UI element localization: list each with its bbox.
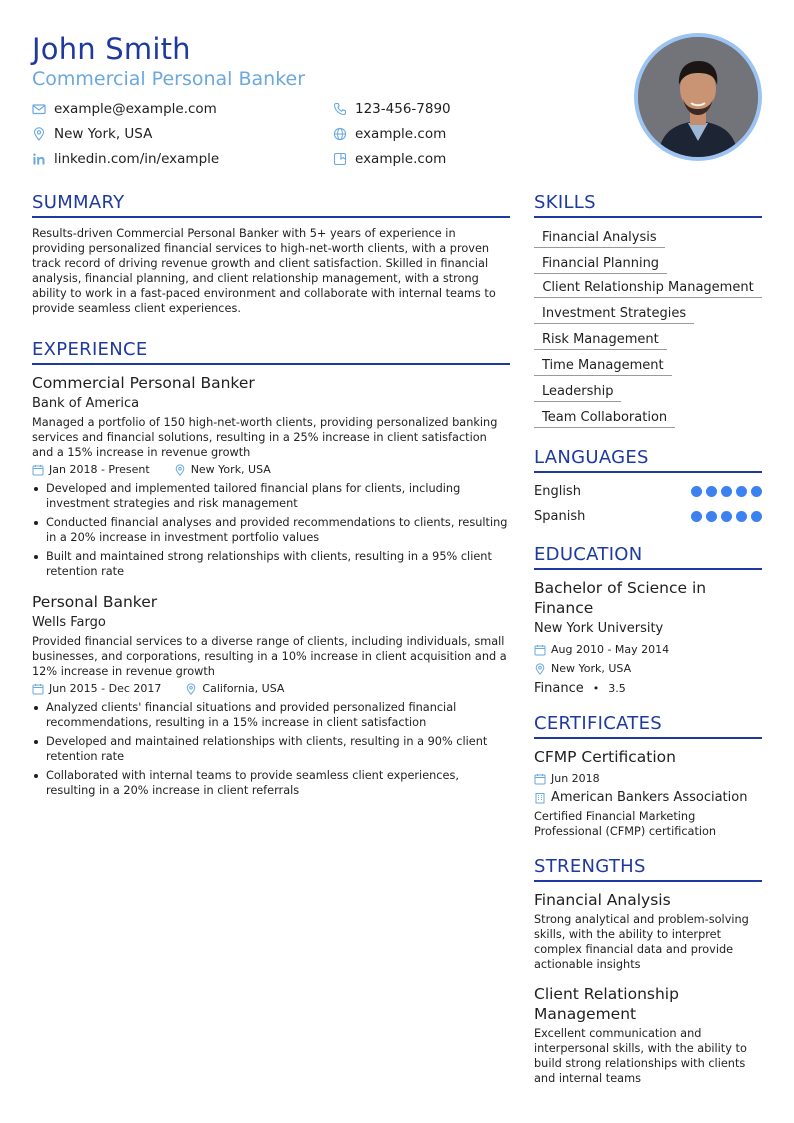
resume-header bbox=[32, 30, 632, 91]
certificates-heading: CERTIFICATES bbox=[534, 712, 762, 739]
languages-heading: LANGUAGES bbox=[534, 446, 762, 473]
job-company: Bank of America bbox=[32, 396, 140, 411]
degree-title: Bachelor of Science in Finance bbox=[534, 579, 707, 617]
skill-tag: Investment Strategies bbox=[534, 304, 694, 324]
skills-list bbox=[534, 226, 762, 432]
job-title: Personal Banker bbox=[32, 593, 158, 611]
bullet-item: Built and maintained strong relationships with clients, resulting in a 95% client retention rate bbox=[32, 549, 510, 579]
skill-tag: Team Collaboration bbox=[534, 408, 675, 428]
education-gpa-row bbox=[534, 681, 762, 696]
strength-entry bbox=[534, 984, 762, 1086]
contact-portfolio[interactable]: example.com bbox=[333, 149, 446, 169]
job-dates: Jan 2018 - Present bbox=[49, 463, 150, 476]
portfolio-icon bbox=[333, 152, 347, 166]
summary-heading: SUMMARY bbox=[32, 191, 510, 218]
certificate-date: Jun 2018 bbox=[534, 772, 762, 786]
profile-photo-frame bbox=[634, 33, 762, 161]
level-dot bbox=[736, 511, 747, 522]
skill-tag: Client Relationship Management bbox=[534, 278, 762, 298]
bullet-item: Conducted financial analyses and provided recommendations to clients, resulting in a 20% increase in investment portfolio values bbox=[32, 515, 510, 545]
globe-icon bbox=[333, 127, 347, 141]
certificate-entry bbox=[534, 747, 762, 839]
building-icon bbox=[534, 792, 546, 804]
strength-title: Client Relationship Management bbox=[534, 985, 679, 1023]
profile-photo bbox=[638, 37, 758, 157]
job-meta bbox=[32, 463, 510, 477]
education-entry bbox=[534, 578, 762, 696]
certificate-issuer: American Bankers Association bbox=[534, 791, 762, 805]
bullet-item: Developed and maintained relationships with clients, resulting in a 90% client retention rate bbox=[32, 734, 510, 764]
bullet-item: Developed and implemented tailored financial plans for clients, including investment strategies and risk management bbox=[32, 481, 510, 511]
job-description: Provided financial services to a diverse range of clients, including individuals, small businesses, and corporations, resulting in a 10% increase in client acquisition and a 12% increase in revenue growth bbox=[32, 635, 507, 678]
level-dot bbox=[706, 511, 717, 522]
job-entry bbox=[32, 373, 510, 579]
calendar-icon bbox=[32, 464, 44, 476]
bullet-item: Collaborated with internal teams to provide seamless client experiences, resulting in a 20% increase in client referrals bbox=[32, 768, 510, 798]
language-name: Spanish bbox=[534, 509, 586, 524]
separator-dot: • bbox=[592, 682, 600, 695]
calendar-icon bbox=[534, 773, 546, 785]
job-title: Commercial Personal Banker bbox=[32, 374, 255, 392]
education-location: New York, USA bbox=[534, 662, 762, 676]
level-dot bbox=[691, 511, 702, 522]
strength-text: Excellent communication and interpersonal skills, with the ability to build strong relationships with clients and internal teams bbox=[534, 1027, 747, 1085]
level-dot bbox=[736, 486, 747, 497]
location-pin-icon bbox=[174, 464, 186, 476]
job-meta bbox=[32, 682, 510, 696]
school-name: New York University bbox=[534, 621, 664, 636]
level-dot bbox=[751, 511, 762, 522]
location-pin-icon bbox=[185, 683, 197, 695]
job-location: California, USA bbox=[202, 682, 285, 695]
job-location: New York, USA bbox=[190, 463, 271, 476]
job-bullets bbox=[32, 700, 510, 798]
location-pin-icon bbox=[534, 663, 546, 675]
job-dates: Jun 2015 - Dec 2017 bbox=[49, 682, 162, 695]
contact-linkedin[interactable]: linkedin.com/in/example bbox=[32, 149, 219, 169]
level-dot bbox=[721, 511, 732, 522]
level-dot bbox=[721, 486, 732, 497]
right-column bbox=[534, 191, 762, 1086]
level-dot bbox=[691, 486, 702, 497]
email-icon bbox=[32, 102, 46, 116]
phone-icon bbox=[333, 102, 347, 116]
level-dot bbox=[751, 486, 762, 497]
strength-entry bbox=[534, 890, 762, 972]
language-name: English bbox=[534, 484, 581, 499]
gpa-value: 3.5 bbox=[608, 682, 626, 695]
contact-location: New York, USA bbox=[32, 124, 152, 144]
location-pin-icon bbox=[32, 127, 46, 141]
candidate-name: John Smith bbox=[32, 32, 191, 66]
language-row bbox=[534, 479, 762, 504]
skills-heading: SKILLS bbox=[534, 191, 762, 218]
education-dates: Aug 2010 - May 2014 bbox=[534, 643, 762, 657]
certificate-name: CFMP Certification bbox=[534, 748, 676, 766]
skill-tag: Financial Planning bbox=[534, 254, 667, 274]
linkedin-icon bbox=[32, 152, 46, 166]
skill-tag: Financial Analysis bbox=[534, 228, 665, 248]
skill-tag: Risk Management bbox=[534, 330, 667, 350]
education-heading: EDUCATION bbox=[534, 543, 762, 570]
skill-tag: Leadership bbox=[534, 382, 621, 402]
strengths-heading: STRENGTHS bbox=[534, 855, 762, 882]
left-column bbox=[32, 191, 510, 802]
job-bullets bbox=[32, 481, 510, 579]
languages-list bbox=[534, 479, 762, 529]
contact-email[interactable]: example@example.com bbox=[32, 99, 217, 119]
language-level-dots bbox=[691, 486, 762, 497]
language-row bbox=[534, 504, 762, 529]
field-of-study: Finance bbox=[534, 681, 584, 696]
contact-phone[interactable]: 123-456-7890 bbox=[333, 99, 451, 119]
certificate-description: Certified Financial Marketing Professional (CFMP) certification bbox=[534, 810, 717, 838]
language-level-dots bbox=[691, 511, 762, 522]
strength-text: Strong analytical and problem-solving skills, with the ability to interpret complex financial data and provide actionable insights bbox=[534, 913, 749, 971]
candidate-title: Commercial Personal Banker bbox=[32, 68, 306, 90]
calendar-icon bbox=[32, 683, 44, 695]
job-company: Wells Fargo bbox=[32, 615, 106, 630]
job-description: Managed a portfolio of 150 high-net-worth clients, providing personalized banking services and financial solutions, resulting in a 25% increase in client satisfaction and a 15% increase in revenue growth bbox=[32, 416, 498, 459]
summary-text: Results-driven Commercial Personal Banker with 5+ years of experience in providing personalized financial services to high-net-worth clients, with a proven track record of driving revenue growth and client satisfaction. Skilled in financial analysis, financial planning, and client relationship management, with a strong ability to work in a fast-paced environment and collaborate with internal teams to provide seamless client experiences. bbox=[32, 227, 496, 315]
calendar-icon bbox=[534, 644, 546, 656]
job-entry bbox=[32, 592, 510, 798]
level-dot bbox=[706, 486, 717, 497]
skill-tag: Time Management bbox=[534, 356, 672, 376]
experience-heading: EXPERIENCE bbox=[32, 338, 510, 365]
strength-title: Financial Analysis bbox=[534, 891, 671, 909]
bullet-item: Analyzed clients' financial situations and provided personalized financial recommendations, resulting in a 15% increase in client satisfaction bbox=[32, 700, 510, 730]
contact-website[interactable]: example.com bbox=[333, 124, 446, 144]
